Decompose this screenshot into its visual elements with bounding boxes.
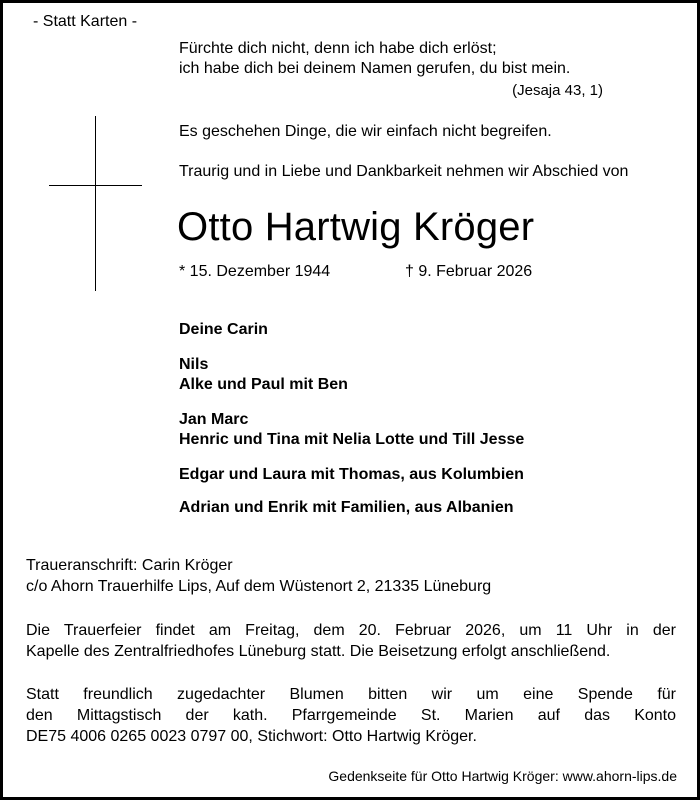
quote-line-2: ich habe dich bei deinem Namen gerufen, du bist mein. [179,60,571,77]
intro-line-1: Es geschehen Dinge, die wir einfach nicht begreifen. [179,123,552,140]
quote-line-1: Fürchte dich nicht, denn ich habe dich erlöst; [179,40,497,57]
funeral-line-2: Kapelle des Zentralfriedhofes Lüneburg statt. Die Beisetzung erfolgt anschließend. [26,643,611,660]
statt-karten-label: - Statt Karten - [33,13,138,30]
birth-date: * 15. Dezember 1944 [179,263,331,280]
mourner-line: Alke und Paul mit Ben [179,376,348,393]
memorial-link[interactable]: Gedenkseite für Otto Hartwig Kröger: www.ahorn-lips.de [328,768,677,784]
mourner-line: Edgar und Laura mit Thomas, aus Kolumbien [179,466,524,483]
address-line-2: c/o Ahorn Trauerhilfe Lips, Auf dem Wüstenort 2, 21335 Lüneburg [26,578,492,595]
quote-source: (Jesaja 43, 1) [512,82,603,99]
mourner-line: Nils [179,356,209,373]
mourner-line: Adrian und Enrik mit Familien, aus Albanien [179,499,514,516]
funeral-line-1: Die Trauerfeier findet am Freitag, dem 20. Februar 2026, um 11 Uhr in der [26,622,676,639]
cross-icon [95,116,96,291]
mourner-line: Henric und Tina mit Nelia Lotte und Till Jesse [179,431,525,448]
intro-line-2: Traurig und in Liebe und Dankbarkeit nehmen wir Abschied von [179,163,629,180]
address-line-1: Traueranschrift: Carin Kröger [26,557,233,574]
death-date: † 9. Februar 2026 [405,263,533,280]
mourner-line: Deine Carin [179,321,268,338]
donation-line-3: DE75 4006 0265 0023 0797 00, Stichwort: Otto Hartwig Kröger. [26,728,477,745]
donation-line-2: den Mittagstisch der kath. Pfarrgemeinde St. Marien auf das Konto [26,707,676,724]
cross-icon-bar [49,185,142,186]
deceased-name: Otto Hartwig Kröger [177,205,535,249]
mourner-line: Jan Marc [179,411,249,428]
donation-line-1: Statt freundlich zugedachter Blumen bitten wir um eine Spende für [26,686,676,703]
